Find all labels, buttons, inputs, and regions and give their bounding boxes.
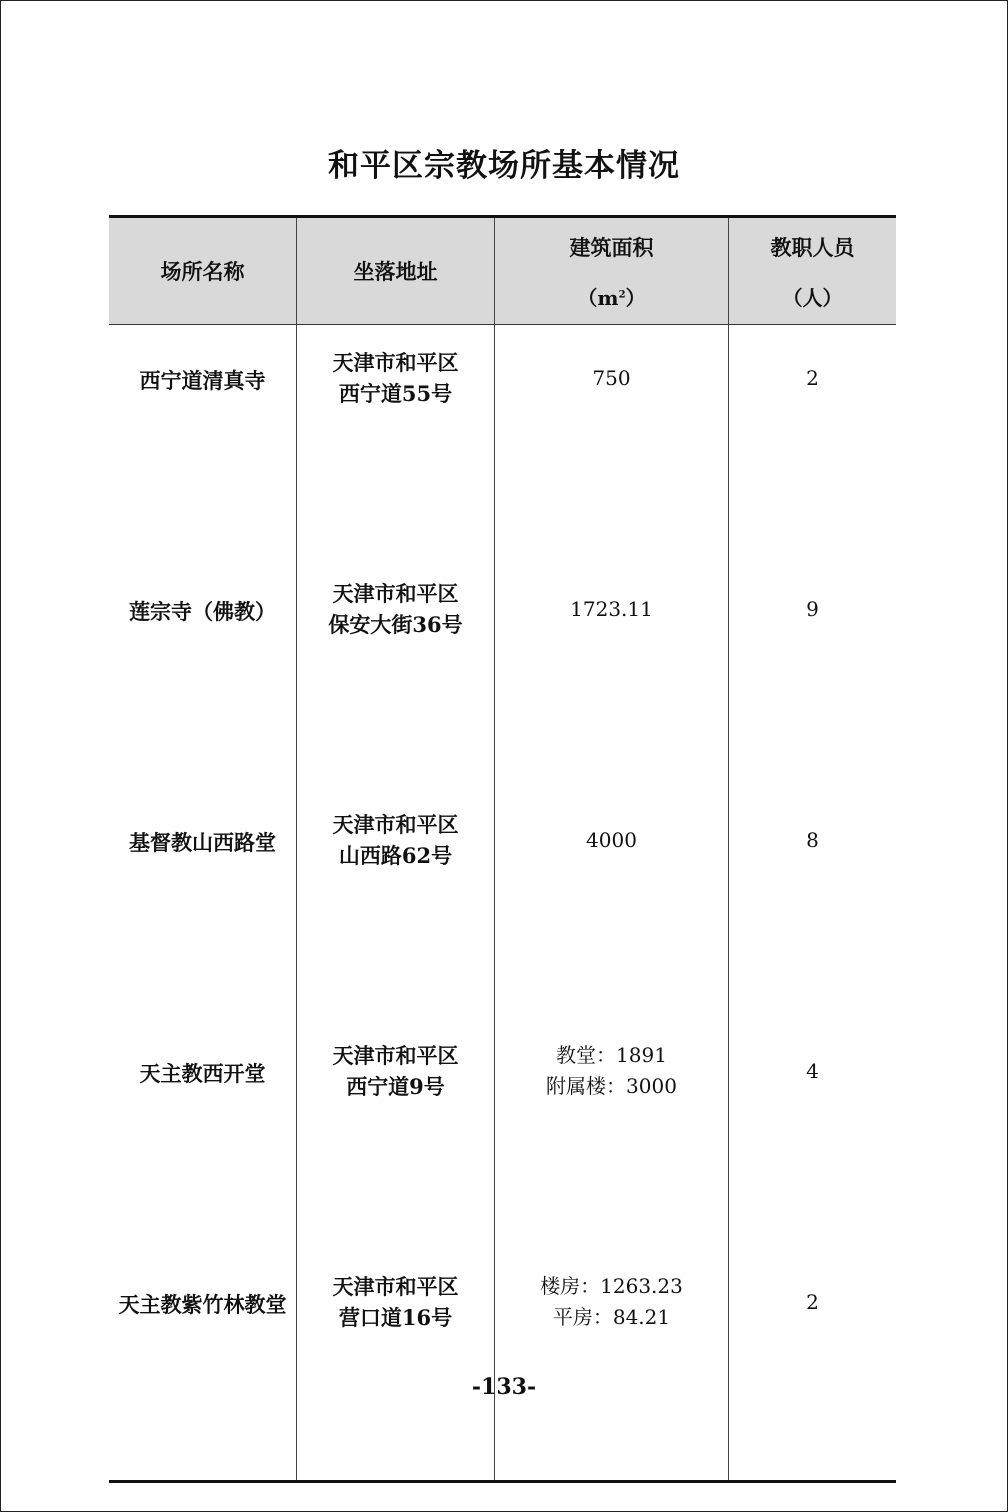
header-staff <box>729 218 896 324</box>
site-area: 1723.11 <box>570 597 653 621</box>
table-row <box>109 787 896 1018</box>
site-staff: 4 <box>806 1059 819 1083</box>
header-staff-label: 教职人员 <box>770 234 855 260</box>
header-address <box>297 218 495 324</box>
header-name-label: 场所名称 <box>160 259 245 284</box>
site-area: 楼房：1263.23 平房：84.21 <box>540 1274 683 1329</box>
site-area: 4000 <box>586 828 637 852</box>
header-staff-unit: （人） <box>782 285 843 310</box>
header-area-unit: $(m^2)$ <box>577 285 646 310</box>
site-name: 莲宗寺（佛教） <box>129 599 276 624</box>
site-address: 天津市和平区 营口道16号 <box>332 1274 459 1330</box>
site-address: 天津市和平区 保安大街36号 <box>328 581 463 637</box>
page-title: 和平区宗教场所基本情况 <box>328 148 680 184</box>
page-number: -133- <box>471 1374 537 1400</box>
header-address-label: 坐落地址 <box>353 259 438 284</box>
site-staff: 2 <box>806 1290 819 1314</box>
religious-sites-table <box>109 215 896 1483</box>
site-name: 天主教紫竹林教堂 <box>118 1292 287 1317</box>
site-name: 天主教西开堂 <box>139 1061 266 1086</box>
site-area: 教堂：1891 附属楼：3000 <box>546 1043 677 1098</box>
table-row <box>109 325 896 556</box>
header-name <box>109 218 297 324</box>
table-row <box>109 556 896 787</box>
site-staff: 8 <box>806 828 819 852</box>
table-header-row <box>109 218 896 325</box>
site-address: 天津市和平区 西宁道55号 <box>332 350 459 406</box>
table-row <box>109 1249 896 1480</box>
header-area-label: 建筑面积 <box>569 234 654 260</box>
site-name: 基督教山西路堂 <box>129 830 276 855</box>
site-address: 天津市和平区 西宁道9号 <box>332 1043 459 1099</box>
site-name: 西宁道清真寺 <box>139 368 266 393</box>
table-row <box>109 1018 896 1249</box>
site-area: 750 <box>592 366 631 390</box>
site-address: 天津市和平区 山西路62号 <box>332 812 459 868</box>
header-area <box>495 218 729 324</box>
site-staff: 9 <box>806 597 819 621</box>
site-staff: 2 <box>806 366 819 390</box>
